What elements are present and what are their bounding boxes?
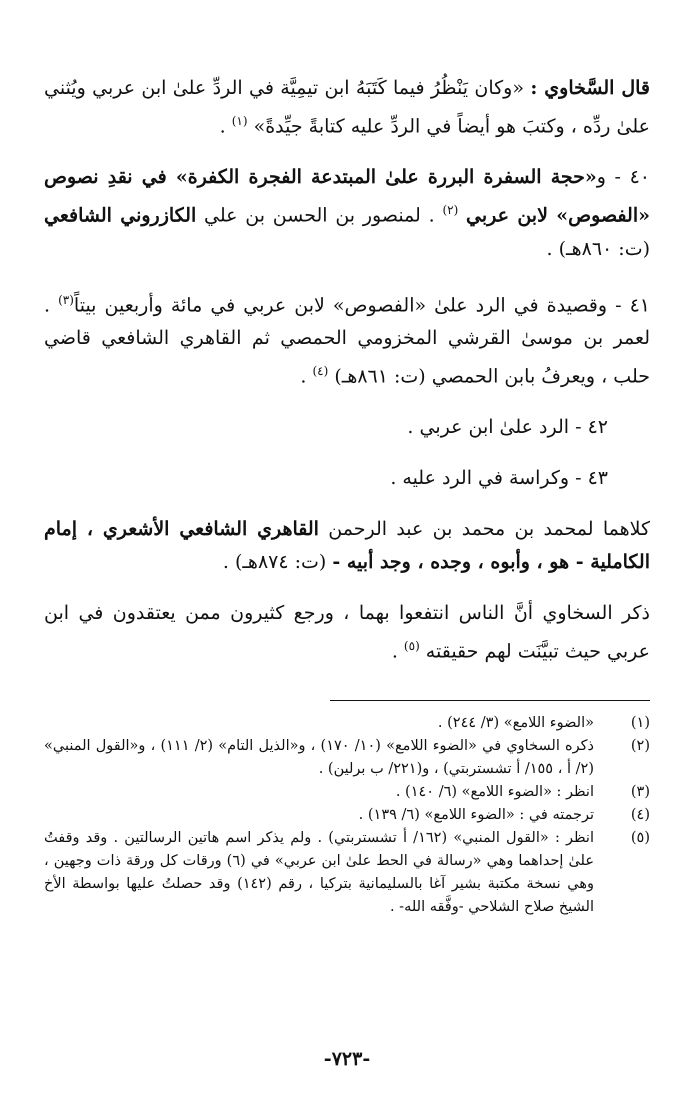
quote-lead: قال السَّخاوي : [530, 77, 650, 99]
footnote-1 [44, 712, 650, 735]
footnote-3 [44, 781, 650, 804]
item-40-title: «حجة السفرة البررة علىٰ المبتدعة الفجرة الكفرة» في نقدِ نصوص «الفصوص» لابن عربي [44, 166, 650, 227]
footnote-number: (٥) [630, 830, 650, 846]
footnote-ref-1: (١) [231, 114, 248, 128]
footnotes [44, 712, 650, 919]
footnote-ref-3: (٣) [58, 292, 74, 307]
paragraph-benefit: ذكر السخاوي أنَّ الناس انتفعوا بهما ، ورجع كثيرون ممن يعتقدون في ابن عربي حيث تبيَّنَت لهم حقيقته $^{(٥)}$ . [44, 602, 650, 663]
item-43: ٤٣ - وكراسة في الرد عليه . [390, 467, 608, 490]
item-40-death: (ت: ٨٦٠هـ) . [546, 237, 650, 260]
item-40-author-nisba: الكازروني الشافعي [44, 204, 197, 227]
footnote-text: «الضوء اللامع» (٣/ ٢٤٤) . [437, 715, 594, 731]
footnote-2 [44, 735, 650, 781]
footnote-number: (٣) [630, 784, 650, 800]
item-40-author: . لمنصور بن الحسن بن علي [204, 204, 435, 227]
footnote-number: (٤) [630, 807, 650, 823]
footnote-5 [44, 827, 650, 919]
paragraph-sakhawi-quote: قال السَّخاوي : «وكان يَنْظُرُ فيما كَتَبَهُ ابن تيمِيَّة في الردِّ علىٰ ابن عربي ويُثني علىٰ ردِّه ، وكتبَ هو أيضاً في الردِّ عليه كتابةً جيِّدةً» $^{(١)}$ . [44, 77, 650, 138]
paragraph-author-both [44, 513, 650, 579]
footnote-ref-4: (٤) [312, 363, 329, 378]
footnote-divider [330, 700, 650, 701]
footnote-number: (٢) [630, 738, 650, 754]
item-42: ٤٢ - الرد علىٰ ابن عربي . [407, 416, 608, 439]
footnote-text: ترجمته في : «الضوء اللامع» (٦/ ١٣٩) . [358, 807, 594, 823]
footnote-text: انظر : «القول المنبي» (١٦٢/ أ تشستربتي) . ولم يذكر اسم هاتين الرسالتين . وقد وقفتُ علىٰ إحداهما وهي «رسالة في الحط علىٰ ابن عربي» في (٦) ورقات كل ورقة ذات وجهين ، وهي نسخة مكتبة بشير آغا بالسليمانية بتركيا ، رقم (١٤٢) وقد حصلتُ عليها بواسطة الأخ الشيخ صلاح الشلاحي -وفَّقه الله- . [44, 830, 595, 915]
footnote-number: (١) [630, 715, 650, 731]
footnote-ref-5: (٥) [403, 639, 420, 654]
footnote-text: ذكره السخاوي في «الضوء اللامع» (١٠/ ١٧٠) ، و«الذيل التام» (٢/ ١١١) ، و«القول المنبي» (٢/ أ ، ١٥٥/ أ تشستربتي) ، و(٢٢١/ ب برلين) . [44, 738, 594, 777]
item-40 [44, 161, 650, 265]
footnote-4 [44, 804, 650, 827]
quote-body: «وكان يَنْظُرُ فيما كَتَبَهُ ابن تيمِيَّة في الردِّ علىٰ ابن عربي ويُثني علىٰ ردِّه ، وكتبَ هو أيضاً في الردِّ عليه كتابةً جيِّدةً» [44, 77, 650, 138]
author-nisba: القاهري الشافعي الأشعري ، إمام الكاملية - هو ، وأبوه ، وجده ، وجد أبيه - [44, 518, 650, 574]
footnote-text: انظر : «الضوء اللامع» (٦/ ١٤٠) . [395, 784, 594, 800]
benefit-text: ذكر السخاوي أنَّ الناس انتفعوا بهما ، ورجع كثيرون ممن يعتقدون في ابن عربي حيث تبيَّنَت لهم حقيقته [44, 602, 650, 663]
footnote-ref-2: (٢) [442, 203, 459, 218]
main-text [44, 72, 650, 669]
item-41-text: ٤١ - وقصيدة في الرد علىٰ «الفصوص» لابن عربي في مائة وأربعين بيتاً [73, 293, 650, 316]
author-lead: كلاهما لمحمد بن محمد بن عبد الرحمن [328, 518, 650, 541]
page-number: -٧٢٣- [323, 1048, 371, 1070]
item-41: ٤١ - وقصيدة في الرد علىٰ «الفصوص» لابن عربي في مائة وأربعين بيتاً$^{(٣)}$ . لعمر بن موسىٰ القرشي المخزومي الحمصي ثم القاهري الشافعي قاضي حلب ، ويعرفُ بابن الحمصي (ت: ٨٦١هـ) $^{(٤)}$ . [44, 292, 650, 388]
item-40-number: ٤٠ - و [596, 166, 650, 189]
item-41-author: لعمر بن موسىٰ القرشي المخزومي الحمصي ثم القاهري الشافعي قاضي حلب ، ويعرفُ بابن الحمصي (ت: ٨٦١هـ) [44, 326, 650, 388]
author-death: (ت: ٨٧٤هـ) . [222, 551, 327, 574]
